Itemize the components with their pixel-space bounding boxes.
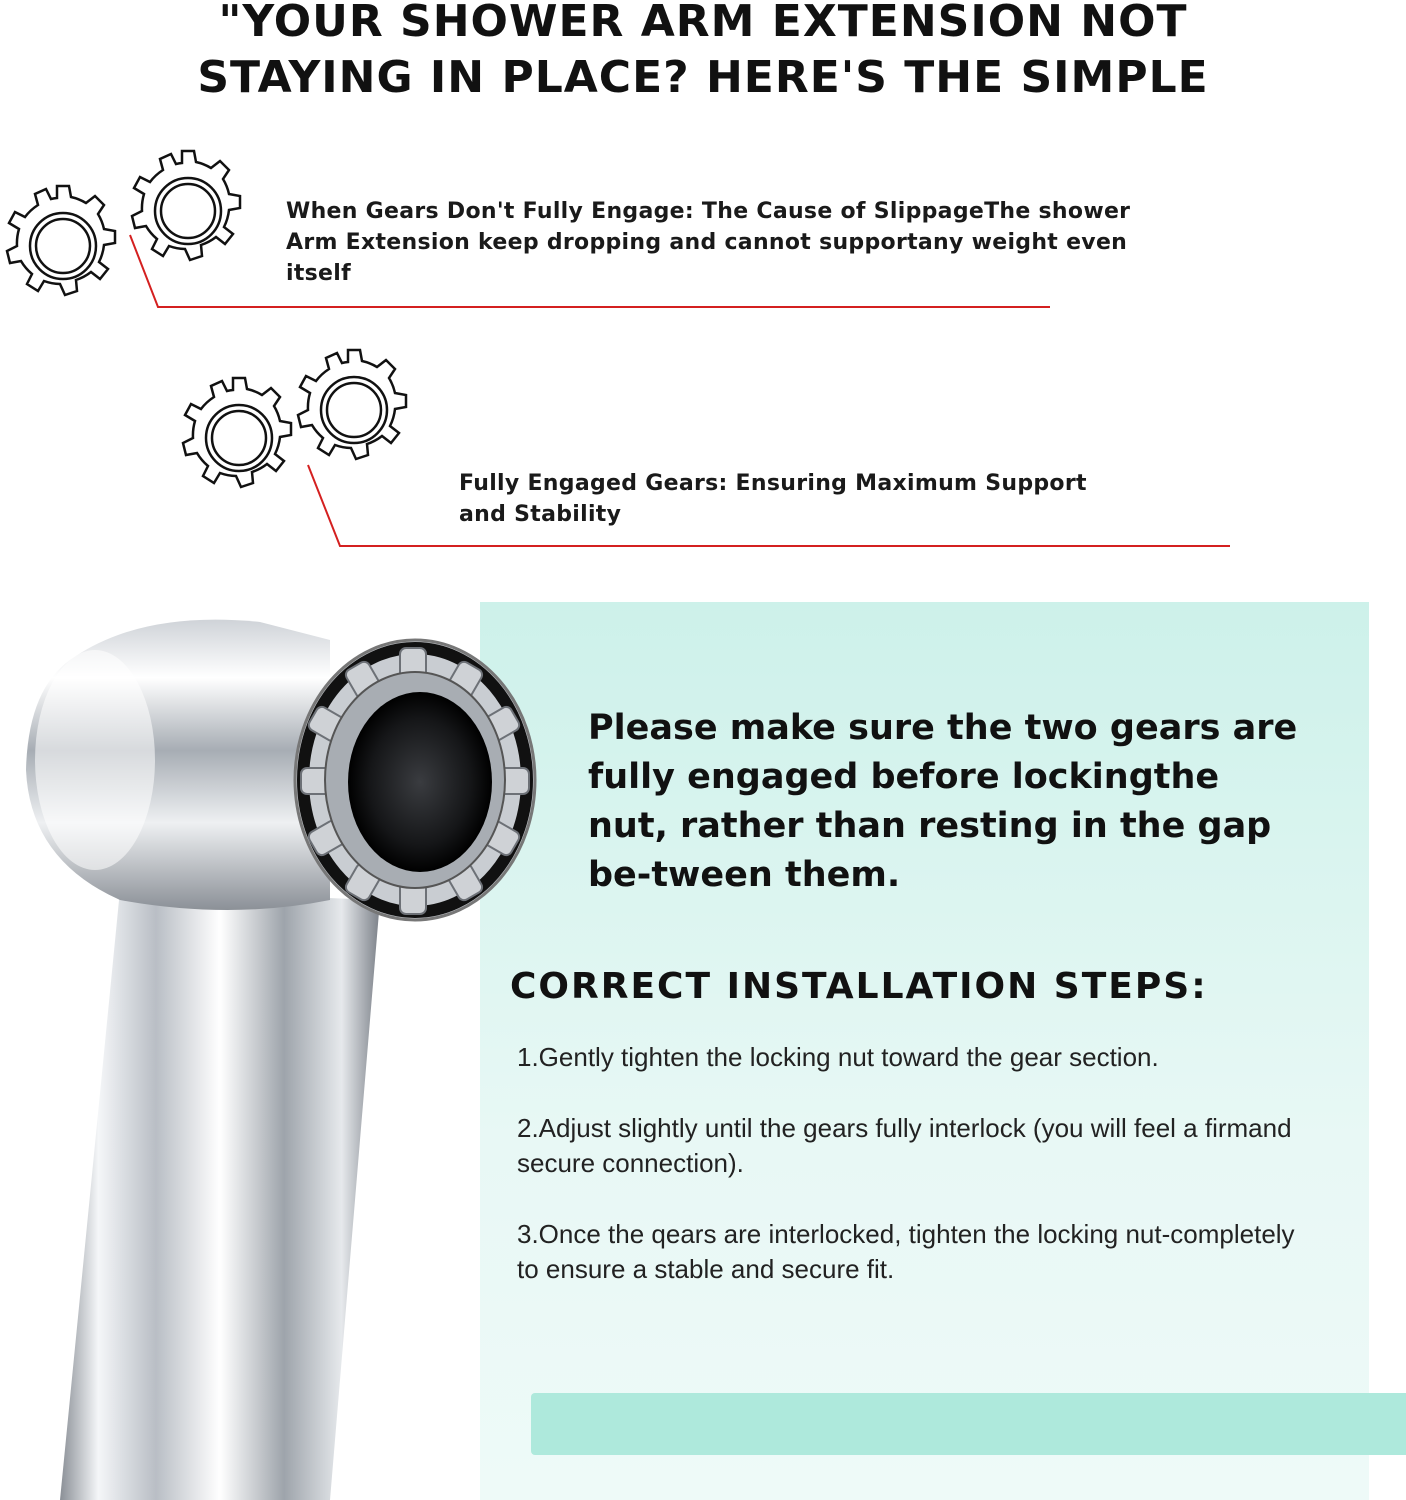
section-2-caption: Fully Engaged Gears: Ensuring Maximum Support and Stability bbox=[459, 471, 1087, 527]
headline-line-1: "YOUR SHOWER ARM EXTENSION NOT bbox=[218, 0, 1188, 47]
step-1: 1.Gently tighten the locking nut toward the gear section. bbox=[517, 1042, 1159, 1072]
steps-title: CORRECT INSTALLATION STEPS: bbox=[510, 966, 1208, 1007]
bottom-accent-bar bbox=[531, 1393, 1406, 1455]
step-3: 3.Once the qears are interlocked, tighten the locking nut-completely to ensure a stable and secure fit. bbox=[517, 1219, 1295, 1284]
page-headline bbox=[0, 0, 1406, 106]
section-1-caption: When Gears Don't Fully Engage: The Cause of SlippageThe shower Arm Extension keep dropping and cannot supportany weight even itself bbox=[286, 199, 1131, 286]
headline-line-2: STAYING IN PLACE? HERE'S THE SIMPLE bbox=[197, 52, 1209, 103]
step-2: 2.Adjust slightly until the gears fully interlock (you will feel a firmand secure connection). bbox=[517, 1113, 1292, 1178]
shower-arm-elbow-image bbox=[0, 600, 560, 1500]
engagement-note: Please make sure the two gears are fully engaged before lockingthe nut, rather than resting in the gap be-tween them. bbox=[588, 708, 1298, 895]
